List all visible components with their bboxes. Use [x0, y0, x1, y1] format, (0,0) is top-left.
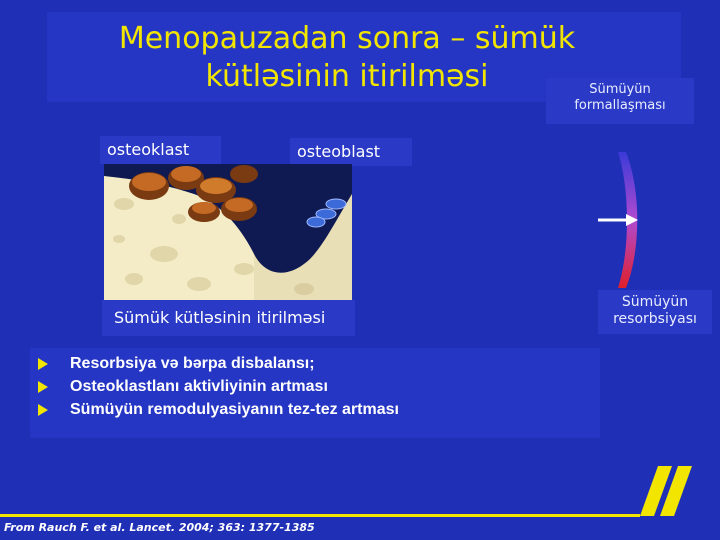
bullet-list: [38, 352, 399, 421]
list-item: [38, 375, 399, 398]
bone-loss-label: Sümük kütləsinin itirilməsi: [102, 300, 355, 336]
resorption-label: [598, 290, 712, 334]
formation-line-1: Sümüyün: [589, 82, 651, 97]
triangle-bullet-icon: [38, 381, 48, 393]
bullet-text: Osteoklastlanı aktivliyinin artması: [70, 378, 328, 395]
resorption-line-2: resorbsiyası: [613, 311, 697, 327]
bottom-divider: [0, 514, 640, 517]
formation-label: [546, 78, 694, 124]
list-item: [38, 398, 399, 421]
formation-line-2: formallaşması: [574, 98, 666, 113]
bone-remodeling-illustration: [104, 164, 352, 302]
resorption-line-1: Sümüyün: [621, 294, 689, 310]
remodeling-arrow-graphic: [596, 150, 646, 290]
bullet-text: Resorbsiya və bərpa disbalansı;: [70, 355, 315, 372]
bullet-text: Sümüyün remodulyasiyanın tez-tez artması: [70, 401, 399, 418]
osteoklast-label: osteoklast: [100, 136, 221, 164]
list-item: [38, 352, 399, 375]
title-line-1: Menopauzadan sonra – sümük: [118, 21, 576, 56]
triangle-bullet-icon: [38, 404, 48, 416]
title-line-2: kütləsinin itirilməsi: [205, 59, 489, 94]
triangle-bullet-icon: [38, 358, 48, 370]
osteoblast-label: osteoblast: [290, 138, 412, 166]
slash-logo-icon: [640, 466, 692, 516]
citation: From Rauch F. et al. Lancet. 2004; 363: 1377-1385: [4, 521, 315, 534]
